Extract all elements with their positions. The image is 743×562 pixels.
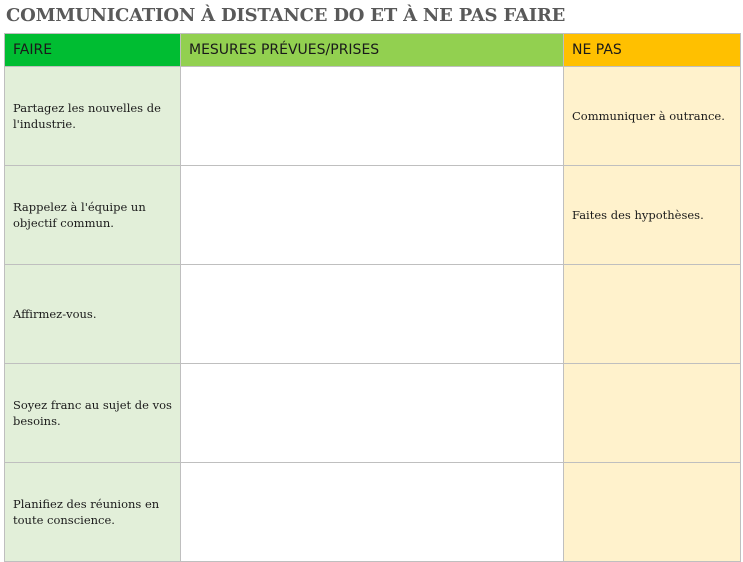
table-row — [5, 265, 741, 364]
table-row — [5, 364, 741, 463]
do-cell[interactable]: Soyez franc au sujet de vos besoins. — [5, 364, 181, 463]
measures-cell[interactable] — [181, 166, 564, 265]
dont-cell[interactable]: Faites des hypothèses. — [564, 166, 741, 265]
measures-cell[interactable] — [181, 463, 564, 562]
dont-cell[interactable] — [564, 364, 741, 463]
dont-cell[interactable] — [564, 265, 741, 364]
header-measures: MESURES PRÉVUES/PRISES — [181, 34, 564, 67]
table-row — [5, 67, 741, 166]
table-row — [5, 166, 741, 265]
page-title: COMMUNICATION À DISTANCE DO ET À NE PAS FAIRE — [6, 5, 566, 26]
dont-cell[interactable]: Communiquer à outrance. — [564, 67, 741, 166]
measures-cell[interactable] — [181, 67, 564, 166]
do-dont-table — [4, 33, 741, 562]
header-row — [5, 34, 741, 67]
do-cell[interactable]: Affirmez-vous. — [5, 265, 181, 364]
header-do: FAIRE — [5, 34, 181, 67]
do-cell[interactable]: Partagez les nouvelles de l'industrie. — [5, 67, 181, 166]
measures-cell[interactable] — [181, 364, 564, 463]
measures-cell[interactable] — [181, 265, 564, 364]
do-cell[interactable]: Planifiez des réunions en toute conscience. — [5, 463, 181, 562]
dont-cell[interactable] — [564, 463, 741, 562]
header-dont: NE PAS — [564, 34, 741, 67]
do-cell[interactable]: Rappelez à l'équipe un objectif commun. — [5, 166, 181, 265]
table-row — [5, 463, 741, 562]
